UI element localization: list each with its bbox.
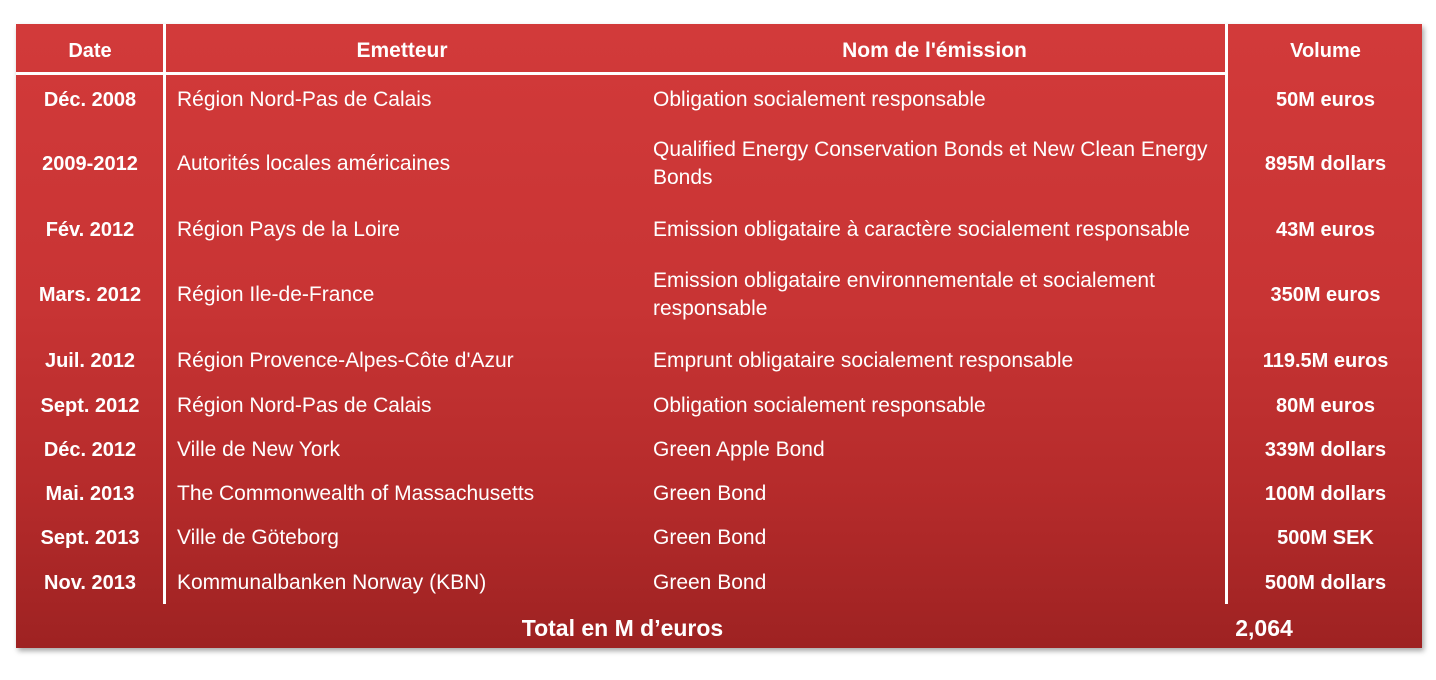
row-10-nom: Green Bond	[653, 571, 767, 594]
row-10-emetteur: Kommunalbanken Norway (KBN)	[177, 571, 487, 594]
row-6-emetteur: Région Nord-Pas de Calais	[177, 394, 432, 417]
row-7-volume: 339M dollars	[1264, 439, 1387, 461]
row-1-date: Déc. 2008	[43, 89, 137, 111]
row-9-date: Sept. 2013	[40, 527, 140, 549]
row-2-nom: Qualified Energy Conservation Bonds et New Clean Energy Bonds	[653, 138, 1208, 189]
row-6-nom: Obligation socialement responsable	[653, 394, 986, 417]
row-9-nom: Green Bond	[653, 526, 767, 549]
row-10-date: Nov. 2013	[44, 572, 136, 594]
row-1-emetteur: Région Nord-Pas de Calais	[177, 88, 432, 111]
total-label: Total en M d’euros	[521, 614, 724, 641]
row-1-volume: 50M euros	[1276, 89, 1375, 111]
row-7-emetteur: Ville de New York	[177, 438, 341, 461]
row-8-volume: 100M dollars	[1264, 483, 1387, 505]
row-4-date: Mars. 2012	[38, 284, 142, 306]
bond-issuance-table	[16, 24, 1422, 648]
row-3-nom: Emission obligataire à caractère socialement responsable	[653, 218, 1190, 241]
header-nom-emission: Nom de l'émission	[842, 39, 1027, 62]
header-underline	[16, 72, 1226, 75]
row-10-volume: 500M dollars	[1264, 572, 1387, 594]
row-2-volume: 895M dollars	[1264, 153, 1387, 175]
header-emetteur: Emetteur	[356, 39, 448, 62]
row-3-date: Fév. 2012	[45, 219, 135, 241]
header-date: Date	[68, 40, 112, 62]
row-8-date: Mai. 2013	[45, 483, 135, 505]
row-7-date: Déc. 2012	[43, 439, 137, 461]
row-1-nom: Obligation socialement responsable	[653, 88, 986, 111]
row-5-volume: 119.5M euros	[1262, 350, 1389, 372]
row-7-nom: Green Apple Bond	[653, 438, 825, 461]
row-5-emetteur: Région Provence-Alpes-Côte d'Azur	[177, 349, 514, 372]
row-2-emetteur: Autorités locales américaines	[177, 152, 451, 175]
row-8-nom: Green Bond	[653, 482, 767, 505]
row-4-nom: Emission obligataire environnementale et socialement responsable	[653, 269, 1155, 320]
row-3-emetteur: Région Pays de la Loire	[177, 218, 400, 241]
row-6-date: Sept. 2012	[40, 395, 140, 417]
row-9-emetteur: Ville de Göteborg	[177, 526, 339, 549]
row-3-volume: 43M euros	[1276, 219, 1375, 241]
row-4-emetteur: Région Ile-de-France	[177, 283, 375, 306]
row-5-date: Juil. 2012	[44, 350, 136, 372]
row-2-date: 2009-2012	[42, 153, 138, 175]
row-9-volume: 500M SEK	[1277, 527, 1374, 549]
header-volume: Volume	[1290, 40, 1361, 62]
total-value: 2,064	[1235, 614, 1293, 641]
row-6-volume: 80M euros	[1276, 395, 1375, 417]
row-5-nom: Emprunt obligataire socialement responsable	[653, 349, 1074, 372]
row-4-volume: 350M euros	[1270, 284, 1381, 306]
row-8-emetteur: The Commonwealth of Massachusetts	[177, 482, 535, 505]
